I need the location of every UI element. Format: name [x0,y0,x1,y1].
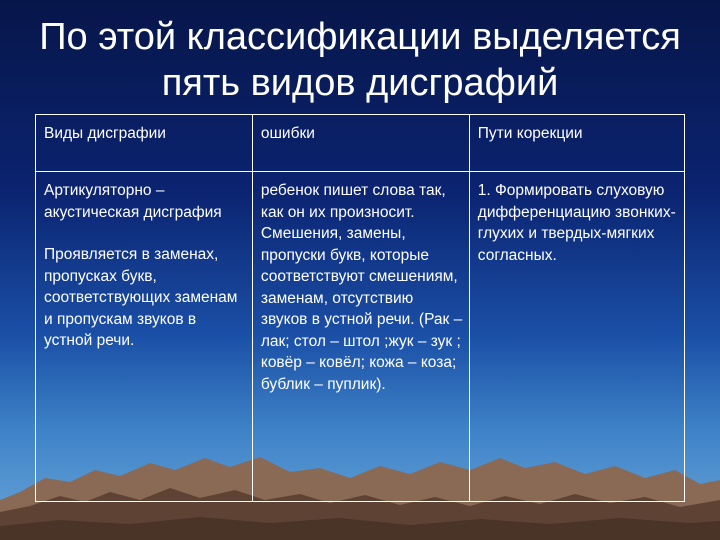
errors-text: ребенок пишет слова так, как он их произносит. Смешения, замены, пропуски букв, которые соответствуют смешениям, заменам, отсутствию звуков в устной речи. (Рак – лак; стол – штол ;жук – зук ; ковёр – ковёл; кожа – коза; бублик – пуплик). [260,182,463,393]
header-cell-types: Виды дисграфии [36,115,253,172]
slide-title-line-2: пять видов дисграфий [161,62,559,104]
dysgraphia-table [35,114,685,502]
header-cell-correction: Пути корекции [469,115,684,172]
cell-correction [469,172,684,502]
table-row [36,172,685,502]
cell-errors [252,172,469,502]
type-name: Артикуляторно – акустическая дисграфия [44,182,222,221]
table-header-row [36,115,685,172]
slide-title-line-1: По этой классификации выделяется [39,16,681,58]
header-cell-errors: ошибки [252,115,469,172]
correction-text: 1. Формировать слуховую дифференциацию звонких-глухих и твердых-мягких согласных. [477,182,676,264]
slide-title [30,14,690,106]
type-note: Проявляется в заменах, пропусках букв, соответствующих заменам и пропускам звуков в устной речи. [44,246,238,349]
cell-type [36,172,253,502]
paragraph-gap [44,223,246,244]
